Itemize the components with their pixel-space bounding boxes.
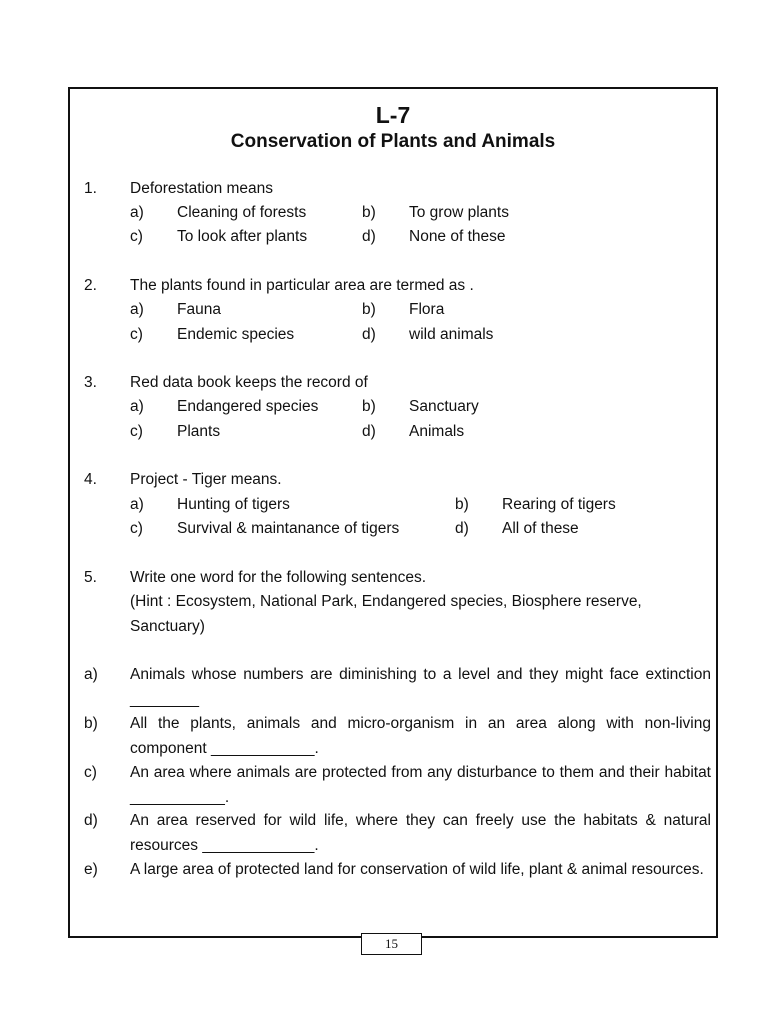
option-label: c): [130, 520, 143, 537]
option-label: c): [130, 326, 143, 343]
question-text: Write one word for the following sentences.: [130, 569, 427, 586]
option-text: Endemic species: [177, 326, 295, 343]
option-label: b): [362, 398, 376, 415]
option-label: d): [362, 228, 376, 245]
option-text: To grow plants: [409, 204, 509, 221]
option-text: wild animals: [409, 326, 494, 343]
page-number: 15: [361, 933, 422, 955]
option-label: b): [455, 496, 469, 513]
sub-question-text: Animals whose numbers are diminishing to a level and they might face extinction ________: [130, 666, 711, 708]
sub-question-text: A large area of protected land for conservation of wild life, plant & animal resources.: [130, 861, 704, 878]
option-label: a): [130, 204, 144, 221]
question-text: Project - Tiger means.: [130, 471, 282, 488]
hint-text: (Hint : Ecosystem, National Park, Endangered species, Biosphere reserve, Sanctuary): [130, 593, 642, 635]
option-text: None of these: [409, 228, 506, 245]
question-number: 1.: [84, 180, 97, 197]
page-frame: [68, 87, 718, 938]
option-text: Animals: [409, 423, 465, 440]
title-block: [70, 101, 716, 155]
option-label: d): [362, 423, 376, 440]
option-text: Cleaning of forests: [177, 204, 307, 221]
option-label: d): [362, 326, 376, 343]
option-text: To look after plants: [177, 228, 308, 245]
option-text: Endangered species: [177, 398, 319, 415]
sub-question-label: c): [84, 764, 97, 781]
option-text: Hunting of tigers: [177, 496, 290, 513]
option-text: Survival & maintanance of tigers: [177, 520, 400, 537]
page-title: Conservation of Plants and Animals: [230, 131, 556, 152]
question-number: 2.: [84, 277, 97, 294]
option-text: All of these: [502, 520, 579, 537]
question-text: The plants found in particular area are termed as .: [130, 277, 474, 294]
question-text: Deforestation means: [130, 180, 274, 197]
sub-question-label: e): [84, 861, 98, 878]
option-text: Flora: [409, 301, 445, 318]
option-text: Plants: [177, 423, 221, 440]
option-label: a): [130, 496, 144, 513]
question-number: 3.: [84, 374, 97, 391]
sub-question-label: d): [84, 812, 98, 829]
option-label: c): [130, 228, 143, 245]
option-label: b): [362, 204, 376, 221]
option-label: d): [455, 520, 469, 537]
option-text: Fauna: [177, 301, 221, 318]
option-label: c): [130, 423, 143, 440]
option-text: Sanctuary: [409, 398, 479, 415]
option-text: Rearing of tigers: [502, 496, 616, 513]
lesson-number: L-7: [375, 102, 411, 128]
question-number: 5.: [84, 569, 97, 586]
option-label: a): [130, 398, 144, 415]
question-number: 4.: [84, 471, 97, 488]
sub-question-text: An area where animals are protected from any disturbance to them and their habitat ___________.: [130, 764, 711, 806]
sub-question-text: All the plants, animals and micro-organism in an area along with non-living component ____________.: [130, 715, 711, 757]
sub-question-label: a): [84, 666, 98, 683]
option-label: a): [130, 301, 144, 318]
question-text: Red data book keeps the record of: [130, 374, 368, 391]
sub-question-label: b): [84, 715, 98, 732]
option-label: b): [362, 301, 376, 318]
sub-question-text: An area reserved for wild life, where they can freely use the habitats & natural resources _____________.: [130, 812, 711, 854]
